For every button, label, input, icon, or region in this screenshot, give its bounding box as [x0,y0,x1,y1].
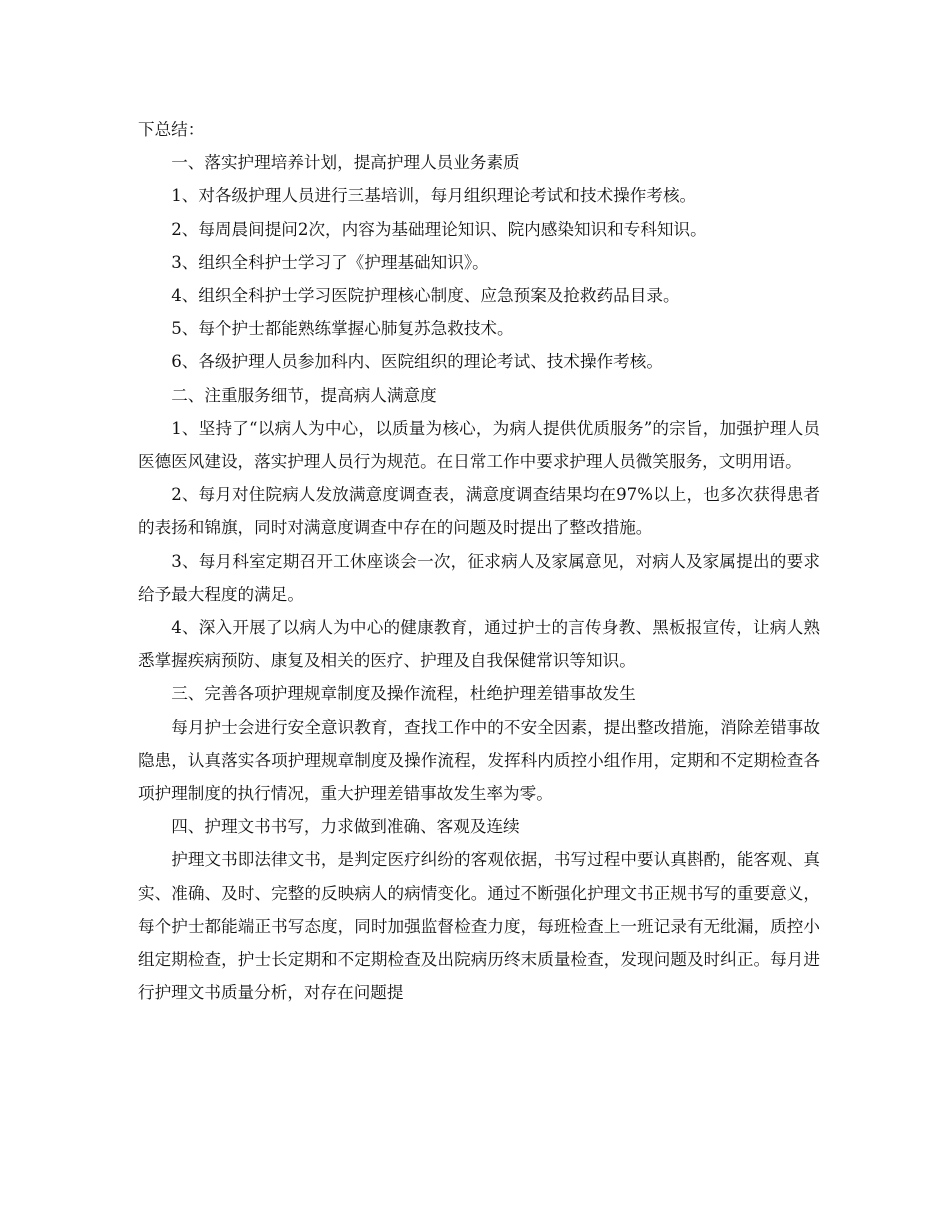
list-item: 6、各级护理人员参加科内、医院组织的理论考试、技术操作考核。 [171,352,663,372]
list-item: 5、每个护士都能熟练掌握心肺复苏急救技术。 [171,319,514,339]
section-heading-4: 四、护理文书书写，力求做到准确、客观及连续 [171,817,520,837]
section-heading-1: 一、落实护理培养计划，提高护理人员业务素质 [171,153,520,173]
list-item: 3、每月科室定期召开工休座谈会一次，征求病人及家属意见，对病人及家属提出的要求给予最大程度的满足。 [138,551,820,604]
section-heading-2: 二、注重服务细节，提高病人满意度 [171,385,437,405]
section-heading-3: 三、完善各项护理规章制度及操作流程，杜绝护理差错事故发生 [171,684,636,704]
body-paragraph: 每月护士会进行安全意识教育，查找工作中的不安全因素，提出整改措施，消除差错事故隐患，认真落实各项护理规章制度及操作流程，发挥科内质控小组作用，定期和不定期检查各项护理制度的执行情况，重大护理差错事故发生率为零。 [138,717,820,804]
list-item: 2、每月对住院病人发放满意度调查表，满意度调查结果均在97%以上，也多次获得患者的表扬和锦旗，同时对满意度调查中存在的问题及时提出了整改措施。 [138,485,820,538]
list-item: 2、每周晨间提问2次，内容为基础理论知识、院内感染知识和专科知识。 [171,219,707,239]
paragraph-intro: 下总结： [138,120,205,139]
document-body [138,113,820,1009]
list-item: 1、坚持了“以病人为中心，以质量为核心，为病人提供优质服务”的宗旨，加强护理人员医德医风建设，落实护理人员行为规范。在日常工作中要求护理人员微笑服务，文明用语。 [138,418,820,472]
list-item: 4、深入开展了以病人为中心的健康教育，通过护士的言传身教、黑板报宣传，让病人熟悉掌握疾病预防、康复及相关的医疗、护理及自我保健常识等知识。 [138,618,820,671]
list-item: 1、对各级护理人员进行三基培训，每月组织理论考试和技术操作考核。 [171,186,697,206]
list-item: 3、组织全科护士学习了《护理基础知识》。 [171,252,489,272]
list-item: 4、组织全科护士学习医院护理核心制度、应急预案及抢救药品目录。 [171,286,680,306]
body-paragraph: 护理文书即法律文书，是判定医疗纠纷的客观依据，书写过程中要认真斟酌，能客观、真实、准确、及时、完整的反映病人的病情变化。通过不断强化护理文书正规书写的重要意义，每个护士都能端正书写态度，同时加强监督检查力度，每班检查上一班记录有无纰漏，质控小组定期检查，护士长定期和不定期检查及出院病历终末质量检查，发现问题及时纠正。每月进行护理文书质量分析，对存在问题提 [138,850,820,1003]
